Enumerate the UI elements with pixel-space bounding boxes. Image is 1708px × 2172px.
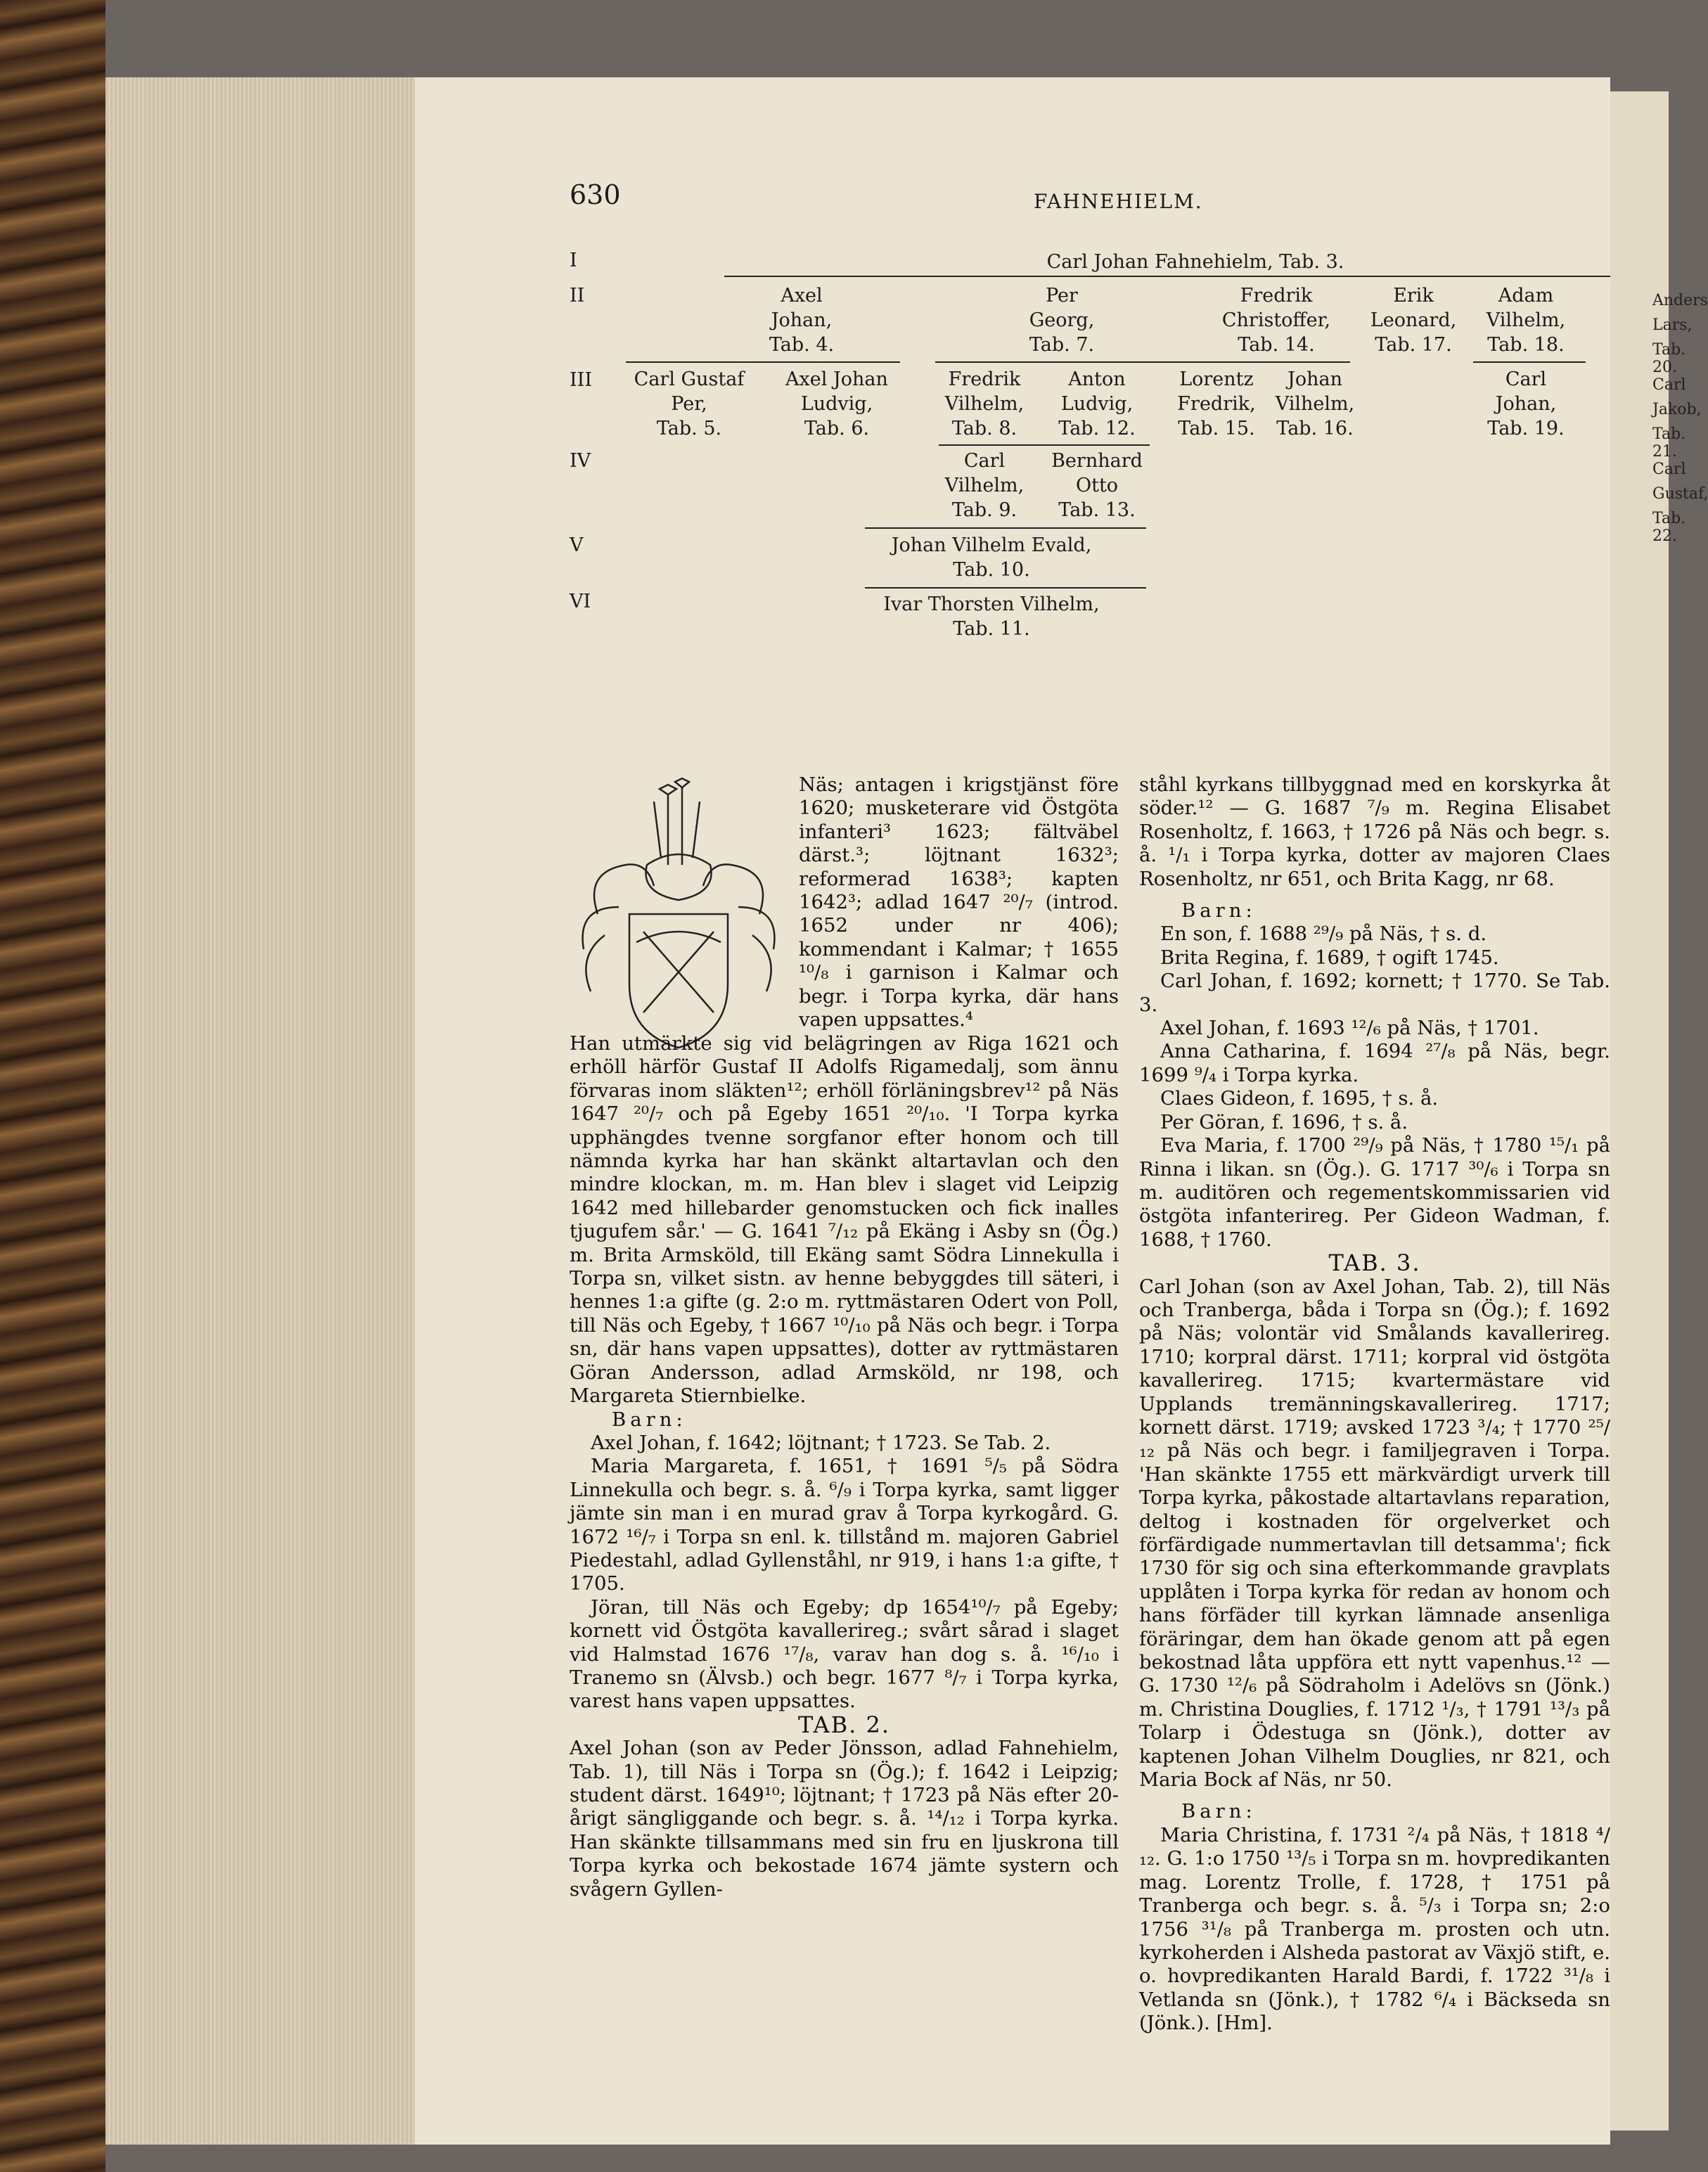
right-child-4: Axel Johan, f. 1693 ¹²/₆ på Näs, † 1701. [1160, 1017, 1539, 1040]
right-child-3: Carl Johan, f. 1692; kornett; † 1770. Se Tab. 3. [1139, 970, 1610, 1016]
gen-label-4: IV [570, 450, 591, 472]
right-child-2: Brita Regina, f. 1689, † ogift 1745. [1160, 946, 1499, 969]
tree-g2-axel-johan: Axel Johan, Tab. 4. [769, 285, 835, 356]
next-page-fragment: Lars, [1652, 316, 1693, 334]
right-child-7: Per Göran, f. 1696, † s. å. [1160, 1110, 1408, 1133]
next-page-fragment: Gustaf, [1652, 485, 1708, 503]
tree-line-g5 [865, 587, 1146, 589]
tree-g5-johan-vilhelm-evald: Johan Vilhelm Evald, Tab. 10. [891, 534, 1092, 581]
page-edges [105, 77, 415, 2145]
right-child-6: Claes Gideon, f. 1695, † s. å. [1160, 1087, 1439, 1110]
next-page-fragment: Tab. 21. [1652, 425, 1686, 461]
tree-line-g1 [724, 276, 1610, 277]
tree-g3-carl-gustaf: Carl Gustaf Per, Tab. 5. [634, 368, 745, 439]
tree-line-g2-per [935, 361, 1188, 363]
tree-line-g2-axel [626, 361, 900, 363]
tree-g6-ivar-thorsten-vilhelm: Ivar Thorsten Vilhelm, Tab. 11. [883, 593, 1100, 640]
left-intro-text: Näs; antagen i krigstjänst före 1620; musketerare vid Östgöta infanteri³ 1623; fältväbel därst.³; löjtnant 1632³; reformerad 1638³; kapten 1642³; adlad 1647 ²⁰/₇ (introd. 1652 under nr 406); kommendant i Kalmar; † 1655 ¹⁰/₈ i garnison i Kalmar och begr. i Torpa kyrka, där hans vapen uppsattes.⁴ [799, 773, 1119, 1032]
right-column [1139, 773, 1610, 2036]
tree-g2-per-georg: Per Georg, Tab. 7. [1029, 285, 1095, 356]
next-page-fragment: Jakob, [1652, 401, 1702, 418]
gen-label-1: I [570, 250, 577, 271]
next-page-fragment: Carl [1652, 376, 1686, 394]
tree-g2-fredrik-christoffer: Fredrik Christoffer, Tab. 14. [1221, 285, 1331, 356]
right-child2-1: Maria Christina, f. 1731 ²/₄ på Näs, † 1818 ⁴/₁₂. G. 1:o 1750 ¹³/₅ i Torpa sn m. hovpredikanten mag. Lorentz Trolle, f. 1728, † 1751 på Tranberga och begr. s. å. ⁵/₃ i Torpa sn; 2:o 1756 ³¹/₈ på Tranberga m. prosten och utn. kyrkoherden i Alsheda pastorat av Växjö stift, e. o. hovpredikanten Harald Bardi, f. 1722 ³¹/₈ i Vetlanda sn (Jönk.), † 1782 ⁶/₄ i Bäckseda sn (Jönk.). [Hm]. [1139, 1823, 1610, 2035]
gen-label-5: V [570, 534, 584, 556]
tree-gen1-root: Carl Johan Fahnehielm, Tab. 3. [1046, 251, 1344, 273]
left-body-text: Han utmärkte sig vid belägringen av Riga 1621 och erhöll härför Gustaf II Adolfs Rigamedalj, som ännu förvaras inom släkten¹²; erhöll förläningsbrev¹² på Näs 1647 ²⁰/₇ och på Egeby 1651 ²⁰/₁₀. 'I Torpa kyrka upphängdes tvenne sorgfanor efter honom och till nämnda kyrka har han skänkt altartavlan och den mindre klockan, m. m. Han blev i slaget vid Leipzig 1642 med hillebarder genomstucken och fick inalles tjugufem sår.' — G. 1641 ⁷/₁₂ på Ekäng i Asby sn (Ög.) m. Brita Armsköld, till Ekäng samt Södra Linnekulla i Torpa sn, vilket sistn. av henne bebyggdes till säteri, i hennes 1:a gifte (g. 2:o m. ryttmästaren Odert von Poll, till Näs och Egeby, † 1667 ¹⁰/₁₀ på Näs och begr. i Torpa sn, där hans vapen uppsattes), dotter av ryttmästaren Göran Andersson, adlad Armsköld, nr 198, och Margareta Stiernbielke. [570, 1032, 1119, 1408]
next-page-fragment: Carl [1652, 461, 1686, 478]
left-barn-label: Barn: [612, 1408, 687, 1431]
tree-g3-carl-johan: Carl Johan, Tab. 19. [1487, 368, 1565, 439]
next-page-fragment: Tab. 22. [1652, 510, 1686, 545]
next-page-edge [1610, 91, 1708, 2131]
tree-g3-anton-ludvig: Anton Ludvig, Tab. 12. [1058, 368, 1136, 439]
right-barn2-label: Barn: [1181, 1800, 1257, 1823]
tree-g4-carl-vilhelm: Carl Vilhelm, Tab. 9. [944, 450, 1025, 521]
tree-line-g3 [939, 444, 1150, 446]
tab2-text: Axel Johan (son av Peder Jönsson, adlad Fahnehielm, Tab. 1), till Näs i Torpa sn (Ög.); f. 1642 i Leipzig; student därst. 1649¹⁰; löjtnant; † 1723 på Näs efter 20-årigt sängliggande och begr. s. å. ¹⁴/₁₂ i Torpa kyrka. Han skänkte tillsammans med sin fru en ljuskrona till Torpa kyrka och bekostade 1674 jämte systern och svågern Gyllen- [570, 1737, 1119, 1901]
left-child-1: Axel Johan, f. 1642; löjtnant; † 1723. Se Tab. 2. [591, 1431, 1051, 1454]
book-page [415, 77, 1610, 2145]
tree-g4-bernhard-otto: Bernhard Otto Tab. 13. [1051, 450, 1143, 521]
tab3-text: Carl Johan (son av Axel Johan, Tab. 2), till Näs och Tranberga, båda i Torpa sn (Ög.); f. 1692 på Näs; volontär vid Smålands kavallerireg. 1710; korpral därst. 1711; korpral vid östgöta kavallerireg. 1715; kvartermästare vid Upplands tremänningskavallerireg. 1717; kornett därst. 1719; avsked 1723 ³/₄; † 1770 ²⁵/₁₂ på Näs och begr. i familjegraven i Torpa. 'Han skänkte 1755 ett märkvärdigt urverk till Torpa kyrka, påkostade altartavlans reparation, deltog i kostnaden för orgelverket och förfärdigade nummertavlan till detsamma'; fick 1730 för sig och sina efterkommande gravplats upplåten i Torpa kyrka för redan av honom och hans förfäder till kyrkan lämnade ansenliga föräringar, dem han ökade genom att på egen bekostnad låta uppföra ett nytt vapenhus.¹² — G. 1730 ¹²/₆ på Södraholm i Adelövs sn (Jönk.) m. Christina Douglies, f. 1712 ¹/₃, † 1791 ¹³/₃ på Tolarp i Ödestuga sn (Jönk.), dotter av kaptenen Johan Vilhelm Douglies, nr 821, och Maria Bock af Näs, nr 50. [1139, 1275, 1610, 1792]
gen-label-3: III [570, 369, 592, 391]
tab2-heading: TAB. 2. [797, 1711, 891, 1738]
coat-of-arms-icon [570, 780, 788, 1055]
left-intro-block [799, 773, 1119, 1032]
next-page-fragment: Tab. 20. [1652, 341, 1686, 376]
left-child-2: Maria Margareta, f. 1651, † 1691 ⁵/₅ på Södra Linnekulla och begr. s. å. ⁶/₉ i Torpa kyrka, samt ligger jämte sin man i en murad grav å Torpa kyrkogård. G. 1672 ¹⁶/₇ i Torpa sn enl. k. tillstånd m. majoren Gabriel Piedestahl, adlad Gyllenståhl, nr 919, i hans 1:a gifte, † 1705. [570, 1455, 1119, 1595]
page-title: FAHNEHIELM. [1034, 190, 1203, 213]
tree-g3-lorentz-fredrik: Lorentz Fredrik, Tab. 15. [1177, 368, 1256, 439]
tab3-heading: TAB. 3. [1328, 1249, 1421, 1277]
left-child-3: Jöran, till Näs och Egeby; dp 1654¹⁰/₇ på Egeby; kornett vid Östgöta kavallerireg.; svårt sårad i slaget vid Halmstad 1676 ¹⁷/₈, varav han dog s. å. ¹⁶/₁₀ i Tranemo sn (Älvsb.) och begr. 1677 ⁸/₇ i Torpa kyrka, varest hans vapen uppsattes. [570, 1595, 1119, 1713]
right-barn-label: Barn: [1181, 899, 1257, 923]
tree-line-g4 [865, 527, 1146, 529]
tree-line-g2-fredrik [1188, 361, 1350, 363]
next-page-fragment: Anders [1652, 292, 1708, 309]
tree-g3-axel-johan-ludvig: Axel Johan Ludvig, Tab. 6. [785, 368, 888, 439]
book-spine [0, 0, 105, 2172]
right-child-5: Anna Catharina, f. 1694 ²⁷/₈ på Näs, begr. 1699 ⁹/₄ i Torpa kyrka. [1139, 1040, 1610, 1086]
tree-g2-erik-leonard: Erik Leonard, Tab. 17. [1370, 285, 1457, 356]
right-child-8: Eva Maria, f. 1700 ²⁹/₉ på Näs, † 1780 ¹⁵/₁ på Rinna i likan. sn (Ög.). G. 1717 ³⁰/₆ i Torpa sn m. auditören och regementskommissarien vid östgöta infanterireg. Per Gideon Wadman, f. 1688, † 1760. [1139, 1134, 1610, 1251]
tree-g3-johan-vilhelm: Johan Vilhelm, Tab. 16. [1275, 368, 1355, 439]
left-column [570, 1032, 1119, 1901]
right-child-1: En son, f. 1688 ²⁹/₉ på Näs, † s. d. [1160, 923, 1487, 946]
gen-label-6: VI [570, 591, 591, 612]
tree-line-g2-adam [1473, 361, 1586, 363]
tree-g2-adam-vilhelm: Adam Vilhelm, Tab. 18. [1486, 285, 1566, 356]
page-number: 630 [570, 179, 621, 210]
tree-g3-fredrik-vilhelm: Fredrik Vilhelm, Tab. 8. [944, 368, 1025, 439]
right-intro-text: ståhl kyrkans tillbyggnad med en korskyrka åt söder.¹² — G. 1687 ⁷/₉ m. Regina Elisabet Rosenholtz, f. 1663, † 1726 på Näs och begr. s. å. ¹/₁ i Torpa kyrka, dotter av majoren Claes Rosenholtz, nr 651, och Brita Kagg, nr 68. [1139, 773, 1610, 890]
gen-label-2: II [570, 285, 585, 307]
